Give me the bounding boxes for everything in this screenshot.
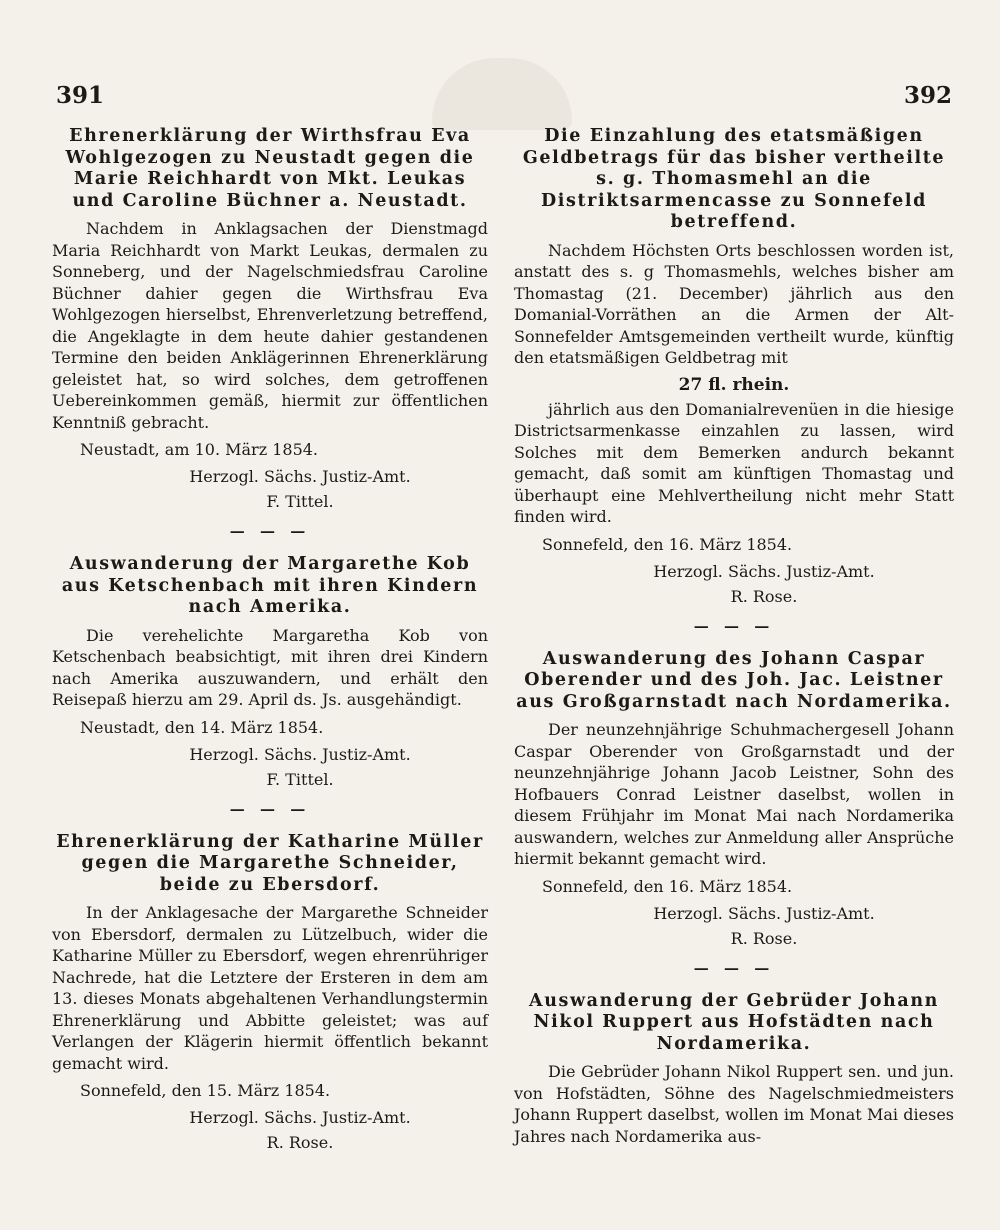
article-auswanderung-oberender [514, 649, 954, 949]
article-title: Auswanderung der Margarethe Kob aus Ketschenbach mit ihren Kindern nach Amerika. [61, 554, 479, 617]
right-column [514, 126, 954, 1147]
separator: — — — [693, 958, 775, 977]
article-date: Neustadt, am 10. März 1854. [80, 440, 319, 459]
left-column [52, 126, 488, 1153]
article-ehrenerklaerung-mueller [52, 832, 488, 1154]
article-body: Die Gebrüder Johann Nikol Ruppert sen. und jun. von Hofstädten, Söhne des Nagelschmiedmeisters Johann Ruppert daselbst, wollen im Monat Mai dieses Jahres nach Nordamerika aus- [514, 1062, 954, 1146]
article-office: Herzogl. Sächs. Justiz-Amt. [189, 744, 411, 764]
article-date: Sonnefeld, den 16. März 1854. [542, 876, 793, 896]
article-title: Ehrenerklärung der Katharine Müller gegen die Margarethe Schneider, beide zu Ebersdorf. [56, 831, 484, 895]
article-date: Sonnefeld, den 15. März 1854. [80, 1081, 331, 1100]
separator: — — — [693, 616, 775, 635]
separator: — — — [229, 799, 311, 818]
article-signer: R. Rose. [730, 586, 798, 606]
article-signer: F. Tittel. [266, 492, 334, 511]
article-body-continued: jährlich aus den Domanialrevenüen in die hiesige Districtsarmenkasse einzahlen zu lassen, wird Solches mit dem Bemerken andurch bekannt gemacht, daß somit am künftigen Thomastag und überhaupt eine Mehlvertheilung nicht mehr Statt finden wird. [514, 399, 954, 526]
article-office: Herzogl. Sächs. Justiz-Amt. [653, 561, 875, 581]
article-body: Die verehelichte Margaretha Kob von Ketschenbach beabsichtigt, mit ihren drei Kindern nach Amerika auszuwandern, und erhält den Reisepaß hierzu am 29. April ds. Js. ausgehändigt. [52, 625, 488, 709]
page-number-right: 392 [903, 82, 952, 109]
article-title: Die Einzahlung des etatsmäßigen Geldbetrags für das bisher vertheilte s. g. Thomasmehl an die Distriktsarmencasse zu Sonnefeld betreffend. [522, 126, 946, 232]
article-body: In der Anklagesache der Margarethe Schneider von Ebersdorf, dermalen zu Lützelbuch, wider die Katharine Müller zu Ebersdorf, wegen ehrenrühriger Nachrede, hat die Letztere der Ersteren in dem am 13. dieses Monats abgehaltenen Verhandlungstermin Ehrenerklärung und Abbitte geleistet; was auf Verlangen der Klägerin hiermit öffentlich bekannt gemacht wird. [52, 903, 488, 1073]
article-office: Herzogl. Sächs. Justiz-Amt. [189, 467, 411, 486]
article-auswanderung-kob [52, 554, 488, 790]
article-signer: F. Tittel. [266, 769, 334, 789]
article-date: Neustadt, den 14. März 1854. [80, 717, 324, 737]
article-office: Herzogl. Sächs. Justiz-Amt. [189, 1108, 411, 1127]
article-title: Auswanderung der Gebrüder Johann Nikol Ruppert aus Hofstädten nach Nordamerika. [529, 990, 939, 1054]
article-date: Sonnefeld, den 16. März 1854. [542, 534, 793, 554]
article-title: Ehrenerklärung der Wirthsfrau Eva Wohlgezogen zu Neustadt gegen die Marie Reichhardt von Mkt. Leukas und Caroline Büchner a. Neustadt. [65, 126, 475, 211]
page-number-left: 391 [56, 82, 105, 109]
article-body: Der neunzehnjährige Schuhmachergesell Johann Caspar Oberender von Großgarnstadt und der neunzehnjährige Johann Jacob Leistner, Sohn des Hofbauers Conrad Leistner daselbst, wollen in diesem Frühjahr im Monat Mai nach Nordamerika auswandern, welches zur Anmeldung aller Ansprüche hiermit bekannt gemacht wird. [514, 720, 954, 868]
article-auswanderung-ruppert [514, 991, 954, 1148]
article-thomasmehl [514, 126, 954, 607]
article-body: Nachdem in Anklagsachen der Dienstmagd Maria Reichhardt von Markt Leukas, dermalen zu Sonneberg, und der Nagelschmiedsfrau Caroline Büchner dahier gegen die Wirthsfrau Eva Wohlgezogen hierselbst, Ehrenverletzung betreffend, die Angeklagte in dem heute dahier gestandenen Termine den beiden Anklägerinnen Ehrenerklärung geleistet hat, so wird solches, dem getroffenen Uebereinkommen gemäß, hiermit zur öffentlichen Kenntniß gebracht. [52, 219, 488, 432]
article-ehrenerklaerung-wohlgezogen [52, 126, 488, 512]
separator: — — — [229, 522, 311, 540]
watermark-crest [432, 58, 572, 130]
article-office: Herzogl. Sächs. Justiz-Amt. [653, 903, 875, 923]
article-amount: 27 fl. rhein. [678, 374, 790, 395]
article-signer: R. Rose. [266, 1133, 334, 1152]
article-title: Auswanderung des Johann Caspar Oberender und des Joh. Jac. Leistner aus Großgarnstadt nach Nordamerika. [516, 648, 952, 712]
article-body: Nachdem Höchsten Orts beschlossen worden ist, anstatt des s. g Thomasmehls, welches bisher am Thomastag (21. December) jährlich aus den Domanial-Vorräthen an die Armen der Alt-Sonnefelder Amtsgemeinden vertheilt wurde, künftig den etatsmäßigen Geldbetrag mit [514, 240, 954, 367]
article-signer: R. Rose. [730, 928, 798, 948]
